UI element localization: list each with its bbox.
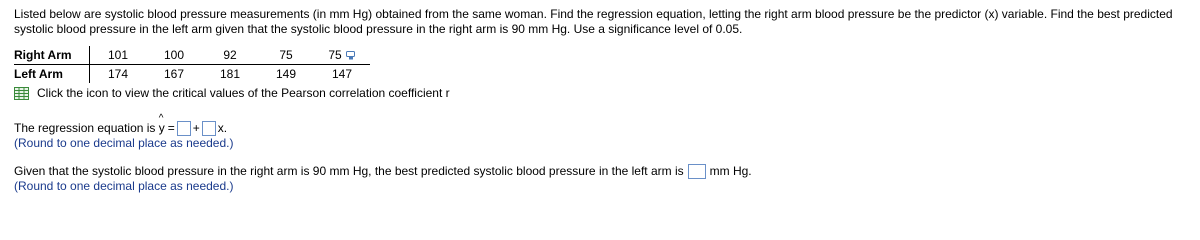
question2-text: Given that the systolic blood pressure in the right arm is 90 mm Hg, the best predicted systolic blood pressure in the left arm is — [14, 164, 684, 178]
table-cell: 75 — [328, 48, 342, 62]
table-row-right-arm — [14, 46, 370, 65]
question1-prefix: The regression equation is — [14, 121, 159, 135]
table-cell: 100 — [146, 46, 202, 65]
row-label-right-arm: Right Arm — [14, 46, 90, 65]
table-row-left-arm — [14, 65, 370, 84]
predicted-value-input[interactable] — [688, 164, 706, 179]
table-cell-last — [314, 46, 370, 65]
round-hint-2: (Round to one decimal place as needed.) — [14, 179, 234, 193]
copy-data-icon[interactable] — [346, 51, 356, 60]
question1-suffix: x. — [217, 121, 228, 135]
table-cell: 147 — [331, 67, 353, 81]
unit-label: mm Hg. — [709, 164, 752, 178]
row-label-left-arm: Left Arm — [14, 65, 90, 84]
problem-statement: Listed below are systolic blood pressure measurements (in mm Hg) obtained from the same woman. Find the regression equation, letting the right arm blood pressure be the predictor (x) variable. Find the best predicted systolic blood pressure in the left arm given that the systolic blood pressure in the right arm is 90 mm Hg. Use a significance level of 0.05. — [14, 7, 1173, 36]
plus-sign: + — [192, 121, 200, 135]
pearson-link-text[interactable]: Click the icon to view the critical values of the Pearson correlation coefficient r — [37, 86, 450, 100]
y-hat-symbol — [158, 113, 165, 136]
table-cell: 149 — [275, 67, 297, 81]
intercept-input[interactable] — [177, 121, 191, 136]
predicted-value-question — [14, 163, 752, 179]
table-grid-icon[interactable] — [14, 87, 29, 100]
y-letter: y — [158, 121, 165, 135]
table-cell: 92 — [202, 46, 258, 65]
pearson-critical-values-link[interactable] — [14, 85, 450, 101]
slope-input[interactable] — [202, 121, 216, 136]
regression-equation-question — [14, 113, 228, 136]
table-cell: 101 — [90, 46, 147, 65]
round-hint-1: (Round to one decimal place as needed.) — [14, 136, 234, 150]
table-cell: 174 — [107, 67, 129, 81]
table-cell: 167 — [163, 67, 185, 81]
equals-sign: = — [167, 121, 175, 135]
table-cell: 181 — [219, 67, 241, 81]
data-table — [14, 46, 370, 83]
hat-caret: ^ — [158, 113, 164, 124]
table-cell: 75 — [258, 46, 314, 65]
